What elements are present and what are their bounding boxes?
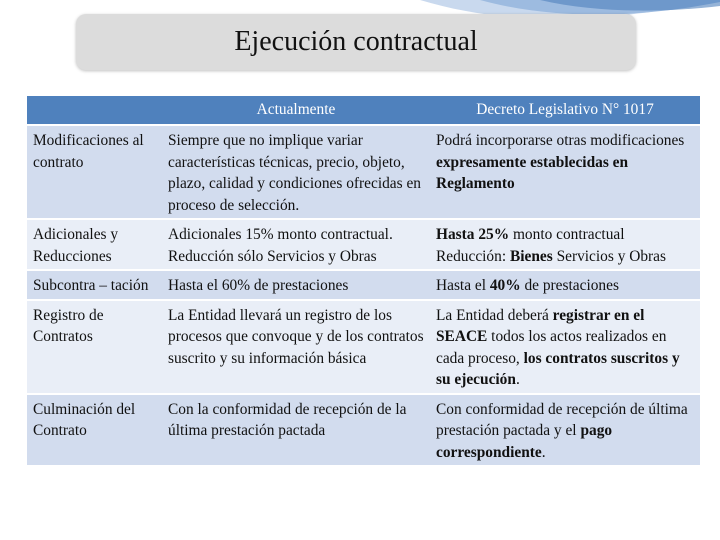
row-actual: Hasta el 60% de prestaciones — [162, 270, 430, 300]
decreto-bold: registrar en el SEACE — [436, 306, 645, 345]
row-decreto — [430, 219, 700, 270]
row-actual: Siempre que no implique variar características técnicas, precio, objeto, plazo, calidad y condiciones ofrecidas en proceso de selección. — [162, 125, 430, 219]
decreto-text: todos los actos realizados en cada proceso, — [436, 328, 667, 367]
comparison-table — [27, 96, 700, 467]
decreto-text: monto contractual Reducción: — [436, 226, 625, 265]
decreto-text: . — [515, 371, 520, 388]
row-actual: Con la conformidad de recepción de la última prestación pactada — [162, 394, 430, 467]
table-row — [27, 394, 700, 467]
decreto-bold: pago correspondiente — [436, 422, 613, 461]
decreto-text: Podrá incorporarse otras modificaciones — [436, 132, 685, 149]
table-row — [27, 125, 700, 219]
decreto-text: Hasta el — [436, 277, 490, 294]
decreto-bold: Bienes — [509, 247, 553, 265]
decreto-text: Servicios y Obras — [552, 247, 666, 265]
row-label: Culminación del Contrato — [27, 394, 162, 467]
row-label: Subcontra – tación — [27, 270, 162, 300]
row-decreto — [430, 270, 700, 300]
row-decreto — [430, 125, 700, 219]
decreto-bold: 40% — [489, 277, 521, 294]
row-decreto — [430, 300, 700, 394]
decreto-bold: expresamente establecidas en Reglamento — [436, 153, 629, 192]
decreto-text: . — [541, 443, 546, 461]
header-empty — [27, 96, 162, 125]
row-actual: La Entidad llevará un registro de los procesos que convoque y de los contratos suscrito y su información básica — [162, 300, 430, 394]
row-label: Modificaciones al contrato — [27, 125, 162, 219]
row-decreto — [430, 394, 700, 467]
table-row — [27, 300, 700, 394]
decreto-text: Con conformidad de recepción de última prestación pactada y el — [436, 400, 688, 439]
decreto-bold: los contratos suscritos y su ejecución — [436, 349, 680, 388]
row-label: Adicionales y Reducciones — [27, 219, 162, 270]
header-actualmente: Actualmente — [162, 96, 430, 125]
row-label: Registro de Contratos — [27, 300, 162, 394]
header-decreto: Decreto Legislativo N° 1017 — [430, 96, 700, 125]
decreto-text: de prestaciones — [520, 277, 619, 294]
decreto-text: La Entidad deberá — [436, 306, 553, 324]
decreto-bold: Hasta 25% — [436, 226, 510, 243]
table-header-row — [27, 96, 700, 125]
row-actual: Adicionales 15% monto contractual. Reducción sólo Servicios y Obras — [162, 219, 430, 270]
title-box — [76, 14, 636, 70]
table-row — [27, 270, 700, 300]
page-title: Ejecución contractual — [234, 26, 478, 57]
table-row — [27, 219, 700, 270]
